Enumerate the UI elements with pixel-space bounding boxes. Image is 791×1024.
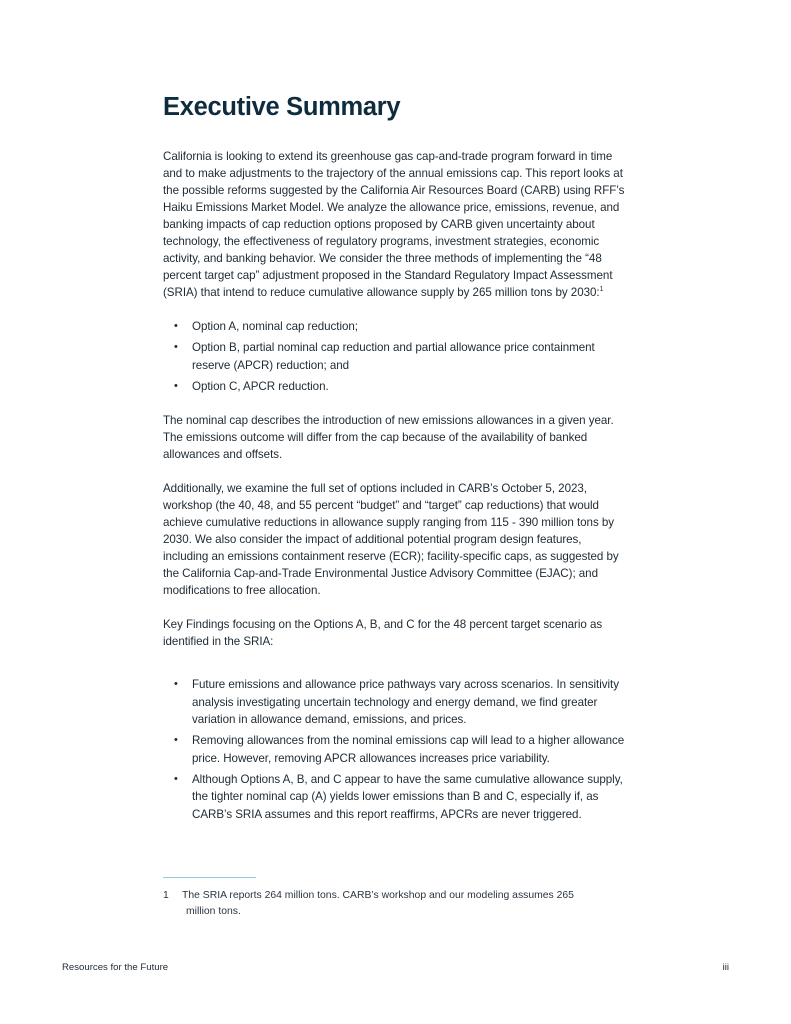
- intro-paragraph: [163, 148, 629, 301]
- list-item-finding-3: [163, 771, 629, 824]
- list-item-option-b: [163, 339, 629, 374]
- main-content: [163, 90, 629, 840]
- list-item-option-a: [163, 318, 629, 336]
- additional-paragraph: Additionally, we examine the full set of options included in CARB’s October 5, 2023, workshop (the 40, 48, and 55 percent “budget” and “target” cap reductions) that would achieve cumulative reductions in allowance supply ranging from 115 - 390 million tons by 2030. We also consider the impact of additional potential program design features, including an emissions containment reserve (ECR); facility-specific caps, as suggested by the California Cap-and-Trade Environmental Justice Advisory Committee (EJAC); and modifications to free allocation.: [163, 482, 619, 597]
- footnote: [163, 888, 623, 919]
- footer-publisher: Resources for the Future: [62, 962, 169, 973]
- list-item-finding-1: [163, 676, 629, 729]
- list-item-text: Future emissions and allowance price pathways vary across scenarios. In sensitivity analysis investigating uncertain technology and energy demand, we find greater variation in allowance demand, emissions, and prices.: [192, 678, 619, 726]
- nominal-cap-paragraph: The nominal cap describes the introduction of new emissions allowances in a given year. The emissions outcome will differ from the cap because of the availability of banked allowances and offsets.: [163, 414, 614, 461]
- options-list: [163, 318, 629, 395]
- bullet-icon: •: [174, 772, 178, 785]
- page-title: Executive Summary: [163, 93, 401, 121]
- bullet-icon: •: [174, 320, 178, 332]
- footnote-reference[interactable]: 1: [599, 286, 604, 294]
- list-item-finding-2: [163, 732, 629, 767]
- list-item-text: Option C, APCR reduction.: [192, 379, 329, 393]
- findings-list: [163, 676, 629, 823]
- footnote-text-line-1: The SRIA reports 264 million tons. CARB’s workshop and our modeling assumes 265: [182, 890, 574, 901]
- bullet-icon: •: [174, 341, 178, 353]
- bullet-icon: •: [174, 379, 178, 392]
- intro-text: California is looking to extend its greenhouse gas cap-and-trade program forward in time and to make adjustments to the trajectory of the annual emissions cap. This report looks at the possible reforms suggested by the California Air Resources Board (CARB) using RFF’s Haiku Emissions Market Model. We analyze the allowance price, emissions, revenue, and banking impacts of cap reduction options proposed by CARB given uncertainty about technology, the effectiveness of regulatory programs, investment strategies, economic activity, and banking behavior. We consider the three methods of implementing the “48 percent target cap” adjustment proposed in the Standard Regulatory Impact Assessment (SRIA) that intend to reduce cumulative allowance supply by 265 million tons by 2030:: [163, 150, 625, 299]
- list-item-option-c: [163, 378, 629, 396]
- list-item-text: Option B, partial nominal cap reduction and partial allowance price containment reserve (APCR) reduction; and: [192, 341, 595, 372]
- list-item-text: Although Options A, B, and C appear to have the same cumulative allowance supply, the tighter nominal cap (A) yields lower emissions than B and C, especially if, as CARB’s SRIA assumes and this report reaffirms, APCRs are never triggered.: [192, 772, 623, 821]
- footnote-divider: [163, 877, 256, 878]
- footnote-number: 1: [163, 890, 169, 901]
- bullet-icon: •: [174, 734, 178, 746]
- footnote-text-line-2: million tons.: [186, 905, 241, 917]
- key-findings-intro: Key Findings focusing on the Options A, B, and C for the 48 percent target scenario as identified in the SRIA:: [163, 618, 603, 648]
- bullet-icon: •: [174, 678, 178, 690]
- list-item-text: Removing allowances from the nominal emissions cap will lead to a higher allowance price. However, removing APCR allowances increases price variability.: [192, 734, 625, 765]
- page-number: iii: [722, 962, 729, 973]
- list-item-text: Option A, nominal cap reduction;: [192, 320, 358, 333]
